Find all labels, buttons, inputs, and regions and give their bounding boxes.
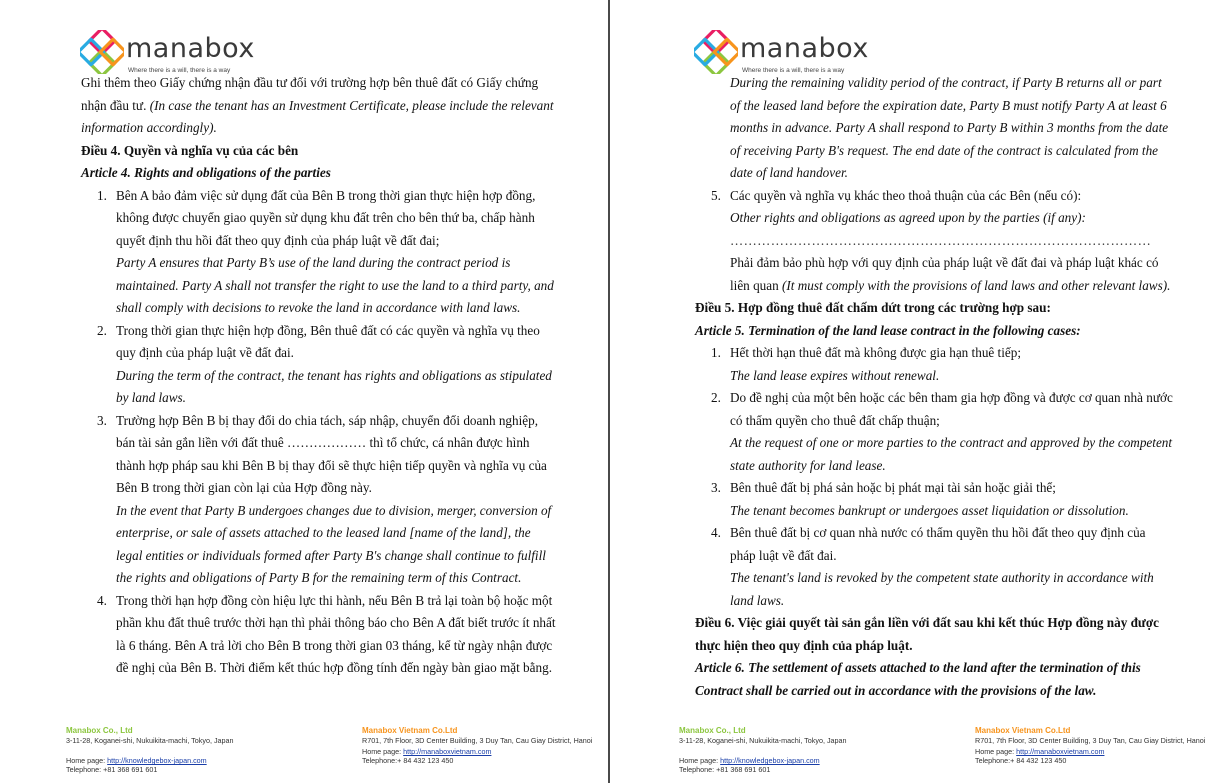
list-number: 3. (711, 480, 721, 495)
homepage-vietnam: Home page: http://manaboxvietnam.com (975, 747, 1105, 757)
telephone-japan: Telephone: +81 368 691 601 (66, 764, 158, 774)
telephone-vietnam: Telephone:+ 84 432 123 450 (362, 755, 454, 765)
homepage-japan: Home page: http://knowledgebox-japan.com (66, 756, 207, 766)
list-number: 2. (97, 322, 107, 338)
company-name-japan: Manabox Co., Ltd (66, 726, 133, 735)
article-5-title-vi: Điều 5. Hợp đồng thuê đất chấm dứt trong các trường hợp sau: (695, 300, 1051, 315)
article-4-item-4 (81, 590, 557, 680)
homepage-link-vietnam[interactable]: http://manaboxvietnam.com (1016, 747, 1105, 757)
item-en: Other rights and obligations as agreed upon by the parties (if any): (730, 210, 1086, 225)
blank-fill-line: ………………………………………………………………………………… (730, 232, 1152, 248)
article-6-title-vi: Điều 6. Việc giải quyết tài sản gắn liền với đất sau khi kết thúc Hợp đồng này được thực hiện theo quy định của pháp luật. (695, 615, 1159, 653)
article-4-item-2 (81, 320, 557, 410)
homepage-link-japan[interactable]: http://knowledgebox-japan.com (720, 756, 820, 766)
intro-vi: Ghi thêm theo Giấy chứng nhận đầu tư đối với trường hợp bên thuê đất có Giấy chứng nhận đầu tư. (81, 75, 539, 113)
item-en: At the request of one or more parties to the contract and approved by the competent state authority for land lease. (730, 435, 1173, 473)
item-vi: Bên A bảo đảm việc sử dụng đất của Bên B trong thời gian thực hiện hợp đồng, không được chuyển giao quyền sử dụng khu đất trên cho bên thứ ba, chấp hành quyết định thu hồi đất theo quy định của pháp luật về đất đai; (116, 187, 536, 248)
left-page-body (81, 72, 557, 680)
article-5-item-4 (695, 522, 1173, 612)
footer-vietnam-office (362, 727, 608, 765)
item-en: The tenant becomes bankrupt or undergoes asset liquidation or dissolution. (730, 502, 1129, 518)
address-japan: 3-11-28, Koganei-shi, Nukuikita-machi, Tokyo, Japan (66, 735, 234, 745)
item-en: In the event that Party B undergoes changes due to division, merger, conversion of enterprise, or sale of assets attached to the leased land [name of the land], the legal entities or individuals formed after Party B's change shall continue to fulfill the rights and obligations of Party B for the remaining term of this Contract. (116, 502, 552, 585)
company-name-vietnam: Manabox Vietnam Co.Ltd (362, 726, 458, 735)
item-en: During the remaining validity period of the contract, if Party B returns all or part of the leased land before the expiration date, Party B must notify Party A at least 6 months in advance. Party A shall respond to Party B within 3 months from the date of receiving Party B's request. The end date of the contract is calculated from the date of land handover. (730, 75, 1169, 180)
article-4-item-3 (81, 410, 557, 590)
compliance-en: (It must comply with the provisions of land laws and other relevant laws). (782, 277, 1171, 293)
footer-japan-office (66, 727, 326, 774)
article-6-title-en: Article 6. The settlement of assets attached to the land after the termination of this Contract shall be carried out in accordance with the provisions of the law. (695, 660, 1141, 698)
right-page-body (695, 72, 1173, 702)
document-page-right (612, 0, 1222, 783)
item-en: The land lease expires without renewal. (730, 367, 940, 383)
company-name-japan: Manabox Co., Ltd (679, 726, 746, 735)
item-en: The tenant's land is revoked by the competent state authority in accordance with land laws. (730, 570, 1154, 608)
homepage-japan: Home page: http://knowledgebox-japan.com (679, 756, 820, 766)
address-vietnam: R701, 7th Floor, 3D Center Building, 3 Duy Tan, Cau Giay District, Hanoi (975, 735, 1206, 745)
address-vietnam: R701, 7th Floor, 3D Center Building, 3 Duy Tan, Cau Giay District, Hanoi (362, 735, 593, 745)
manabox-logo-icon (694, 30, 738, 74)
company-name-vietnam: Manabox Vietnam Co.Ltd (975, 726, 1071, 735)
article-4-item-4-continuation (695, 72, 1173, 185)
compliance-note (730, 252, 1173, 297)
intro-paragraph (81, 72, 557, 140)
logo-wordmark: manabox (740, 33, 869, 64)
article-5-title-en: Article 5. Termination of the land lease contract in the following cases: (695, 322, 1081, 338)
article-4-title-vi: Điều 4. Quyền và nghĩa vụ của các bên (81, 142, 299, 158)
list-number: 4. (97, 592, 107, 608)
logo-tagline: Where there is a will, there is a way (128, 67, 231, 74)
telephone-vietnam: Telephone:+ 84 432 123 450 (975, 755, 1067, 765)
item-vi: Trong thời gian thực hiện hợp đồng, Bên thuê đất có các quyền và nghĩa vụ theo quy định của pháp luật về đất đai. (116, 322, 540, 360)
manabox-logo-icon (80, 30, 124, 74)
list-number: 1. (97, 187, 107, 203)
list-number: 1. (711, 345, 721, 360)
item-en: Party A ensures that Party B’s use of the land during the contract period is maintained. Party A shall not transfer the right to use the land to a third party, and shall comply with decisions to revoke the land in accordance with land laws. (116, 255, 554, 315)
logo-tagline: Where there is a will, there is a way (742, 67, 845, 74)
item-en: During the term of the contract, the tenant has rights and obligations as stipulated by land laws. (116, 367, 552, 405)
article-4-item-1 (81, 185, 557, 320)
telephone-japan: Telephone: +81 368 691 601 (679, 764, 771, 774)
article-4-title-en: Article 4. Rights and obligations of the parties (81, 165, 331, 180)
homepage-link-japan[interactable]: http://knowledgebox-japan.com (107, 756, 207, 766)
address-japan: 3-11-28, Koganei-shi, Nukuikita-machi, Tokyo, Japan (679, 735, 847, 745)
item-vi: Do đề nghị của một bên hoặc các bên tham gia hợp đồng và được cơ quan nhà nước có thẩm quyền cho thuê đất chấp thuận; (730, 390, 1173, 428)
list-number: 2. (711, 390, 721, 405)
footer-japan-office (679, 727, 939, 774)
article-5-item-1 (695, 342, 1173, 387)
page-divider (608, 0, 610, 783)
item-vi: Bên thuê đất bị phá sản hoặc bị phát mại tài sản hoặc giải thể; (730, 480, 1056, 495)
article-5-item-2 (695, 387, 1173, 477)
item-vi: Bên thuê đất bị cơ quan nhà nước có thẩm quyền thu hồi đất theo quy định của pháp luật về đất đai. (730, 525, 1146, 563)
intro-en: (In case the tenant has an Investment Certificate, please include the relevant information accordingly). (81, 97, 554, 135)
item-vi: Hết thời hạn thuê đất mà không được gia hạn thuê tiếp; (730, 345, 1022, 360)
homepage-link-vietnam[interactable]: http://manaboxvietnam.com (403, 747, 492, 757)
item-vi: Trong thời hạn hợp đồng còn hiệu lực thi hành, nếu Bên B trả lại toàn bộ hoặc một phần khu đất thuê trước thời hạn thì phải thông báo cho Bên A đất biết trước ít nhất là 6 tháng. Bên A trả lời cho Bên B trong thời gian 03 tháng, kể từ ngày nhận được đề nghị của Bên B. Thời điểm kết thúc hợp đồng tính đến ngày bàn giao mặt bằng. (116, 592, 556, 675)
item-vi: Các quyền và nghĩa vụ khác theo thoả thuận của các Bên (nếu có): (730, 187, 1082, 203)
article-4-item-5 (695, 185, 1173, 298)
item-vi: Trường hợp Bên B bị thay đổi do chia tách, sáp nhập, chuyển đổi doanh nghiệp, bán tài sản gắn liền với đất thuê ……………… thì tổ chức, cá nhân được hình thành hợp pháp sau khi Bên B bị thay đổi sẽ thực hiện tiếp quyền và nghĩa vụ của Bên B trong thời gian còn lại của Hợp đồng này. (116, 412, 547, 495)
document-page-left (0, 0, 608, 783)
list-number: 4. (711, 525, 721, 540)
logo-wordmark: manabox (126, 33, 255, 64)
list-number: 3. (97, 412, 107, 428)
article-5-item-3 (695, 477, 1173, 522)
footer-vietnam-office (975, 727, 1215, 765)
homepage-vietnam: Home page: http://manaboxvietnam.com (362, 747, 492, 757)
compliance-vi: Phải đảm bảo phù hợp với quy định của pháp luật về đất đai và pháp luật khác có liên quan (730, 255, 1159, 293)
list-number: 5. (711, 187, 721, 203)
